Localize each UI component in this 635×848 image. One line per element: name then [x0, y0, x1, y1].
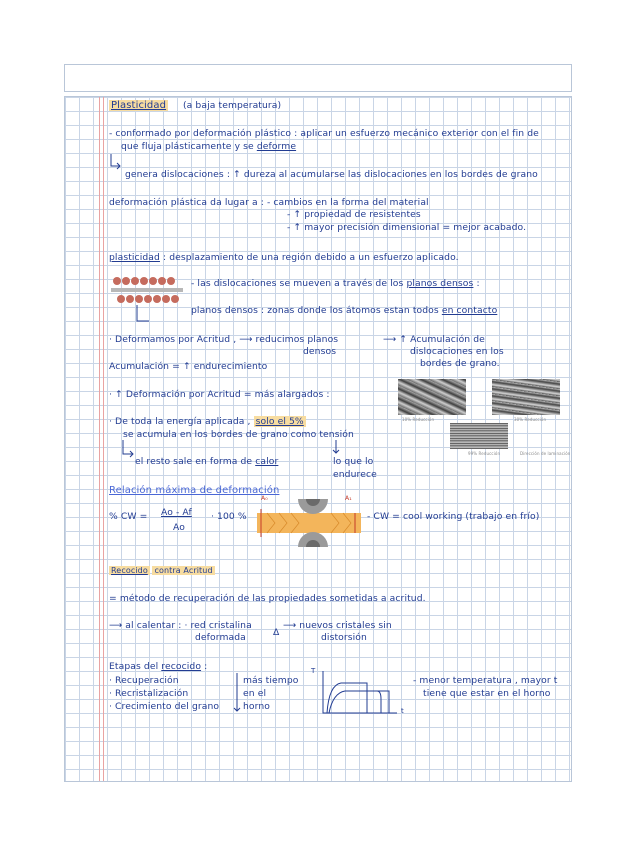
formula-multiplier: · 100 %	[211, 511, 247, 522]
micrograph-99	[450, 423, 508, 449]
line-fluja: que fluja plásticamente y se deforme	[121, 141, 297, 152]
label-a1: A₁	[345, 495, 352, 502]
micrograph-10	[398, 379, 466, 415]
line-energia: · De toda la energía aplicada , solo el 5%	[109, 416, 304, 427]
line-se-mueven: - las dislocaciones se mueven a través de los planos densos :	[191, 278, 480, 289]
axis-label-temperature: T	[311, 667, 316, 675]
heading-etapas: Etapas del recocido :	[109, 661, 208, 672]
line-calor: el resto sale en forma de calor	[135, 456, 279, 467]
line-calentar: ⟶ al calentar : · red cristalina	[109, 620, 252, 631]
title-note: (a baja temperatura)	[183, 100, 282, 111]
line-deformacion: deformación plástica da lugar a : - cambios en la forma del material	[109, 197, 429, 208]
margin-line-2	[103, 97, 104, 781]
line-dislocaciones: genera dislocaciones : ↑ dureza al acumularse las dislocaciones en los bordes de grano	[125, 169, 538, 180]
heading-recocido: Recocido contra Acritud	[111, 566, 213, 575]
stage-recuperacion: · Recuperación	[109, 675, 179, 686]
micrograph-label-30: 30% Reducción	[514, 417, 547, 422]
line-conformado: - conformado por deformación plástico : aplicar un esfuerzo mecánico exterior con el fin de	[109, 128, 539, 139]
formula-numerator: Ao - Af	[161, 507, 192, 518]
delta-symbol: Δ	[273, 627, 280, 638]
line-precision: - ↑ mayor precisión dimensional = mejor acabado.	[287, 222, 527, 233]
micrograph-label-dir: Dirección de laminación	[520, 451, 571, 456]
header-box	[64, 64, 572, 92]
line-distorsion: distorsión	[321, 632, 367, 643]
line-densos: densos	[303, 346, 337, 357]
label-a0: A₀	[261, 495, 268, 502]
temperature-time-sketch	[315, 669, 407, 719]
micrograph-label-10: 10% Reducción	[402, 417, 435, 422]
rolling-illustration	[257, 499, 361, 547]
arrow-down-icon	[233, 673, 241, 715]
line-tiene-que-estar: tiene que estar en el horno	[423, 688, 551, 699]
line-bordes: bordes de grano.	[420, 358, 500, 369]
line-tension: se acumula en los bordes de grano como tensión	[123, 429, 354, 440]
axis-label-time: t	[401, 707, 404, 715]
line-endurecimiento: Acumulación = ↑ endurecimiento	[109, 361, 268, 372]
arrow-curve-icon	[109, 154, 121, 172]
line-alargados: · ↑ Deformación por Acritud = más alargados :	[109, 389, 330, 400]
line-propiedad: - ↑ propiedad de resistentes	[287, 209, 421, 220]
heading-relacion: Relación máxima de deformación	[109, 485, 280, 496]
line-mas-tiempo: más tiempo	[243, 675, 299, 686]
line-acumulacion: ⟶ ↑ Acumulación de	[383, 334, 485, 345]
micrograph-label-99: 99% Reducción	[468, 451, 501, 456]
formula-cw: % CW =	[109, 511, 148, 522]
notebook-page	[64, 96, 572, 782]
line-endurece: endurece	[333, 469, 377, 480]
atoms-illustration	[109, 275, 189, 327]
line-en-el: en el	[243, 688, 267, 699]
line-menor-temperatura: - menor temperatura , mayor t	[413, 675, 558, 686]
stage-recristalizacion: · Recristalización	[109, 688, 189, 699]
section-title: Plasticidad	[111, 100, 167, 111]
micrograph-30	[492, 379, 560, 415]
margin-line	[99, 97, 100, 781]
line-deformada: deformada	[195, 632, 246, 643]
arrow-down-icon	[331, 440, 341, 456]
line-plasticidad: plasticidad : desplazamiento de una región debido a un esfuerzo aplicado.	[109, 252, 459, 263]
line-nuevos: ⟶ nuevos cristales sin	[283, 620, 392, 631]
line-acritud: · Deformamos por Acritud , ⟶ reducimos planos	[109, 334, 339, 345]
micrograph-panel	[398, 379, 571, 461]
arrow-curve-icon	[121, 440, 135, 460]
line-dislocaciones-2: dislocaciones en los	[410, 346, 504, 357]
line-horno: horno	[243, 701, 271, 712]
stage-crecimiento: · Crecimiento del grano	[109, 701, 220, 712]
line-lo-que-lo: lo que lo	[333, 456, 374, 467]
line-cool-working: - CW = cool working (trabajo en frío)	[367, 511, 540, 522]
formula-denominator: Ao	[173, 522, 185, 533]
line-planos-densos: planos densos : zonas donde los átomos estan todos en contacto	[191, 305, 498, 316]
line-metodo: = método de recuperación de las propiedades sometidas a acritud.	[109, 593, 426, 604]
